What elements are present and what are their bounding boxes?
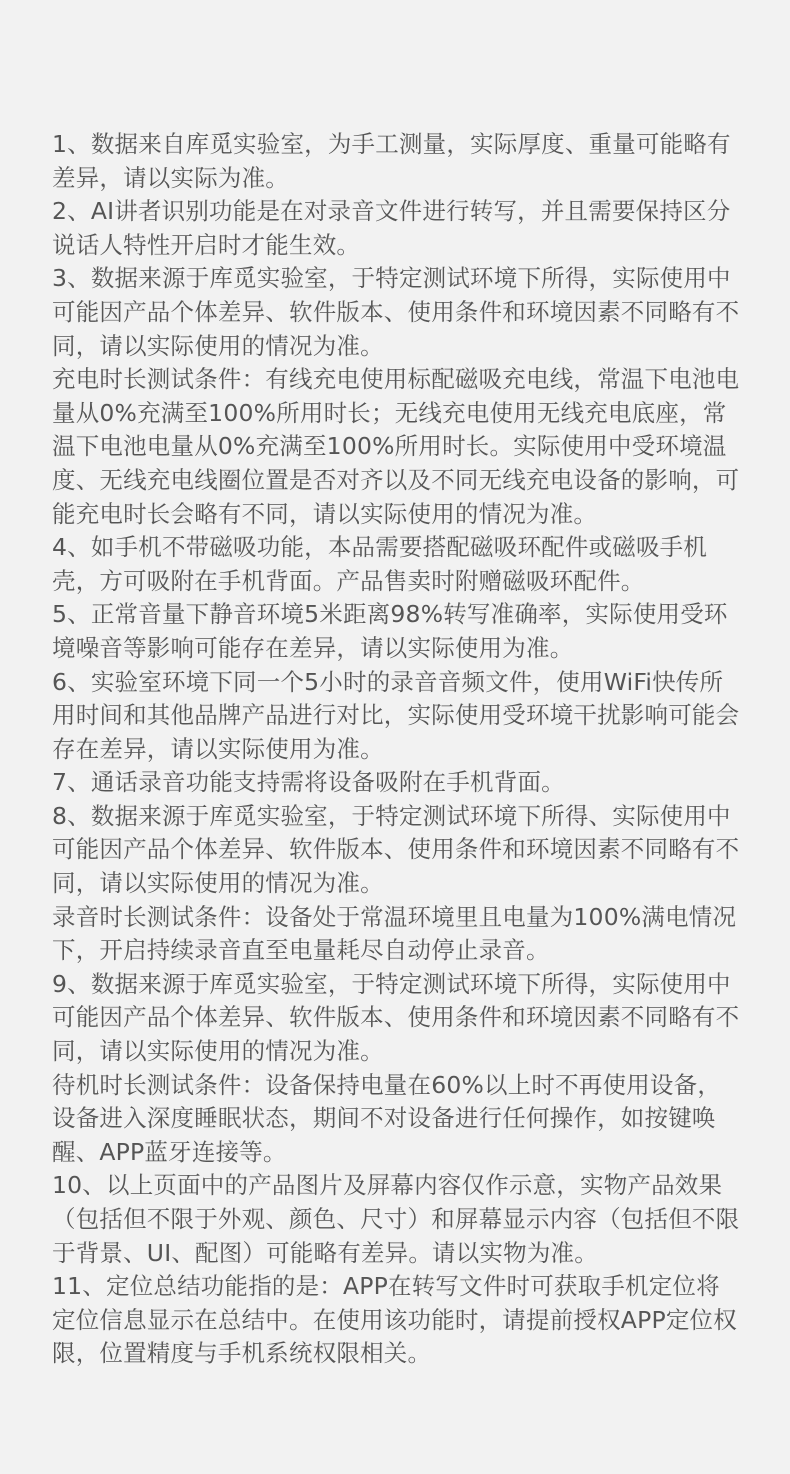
note-7: 7、通话录音功能支持需将设备吸附在手机背面。 [52, 768, 565, 797]
note-10: 10、以上页面中的产品图片及屏幕内容仅作示意，实物产品效果（包括但不限于外观、颜色、尺寸）和屏幕显示内容（包括但不限于背景、UI、配图）可能略有差异。请以实物为准。 [52, 1171, 740, 1267]
note-3: 3、数据来源于库觅实验室，于特定测试环境下所得，实际使用中可能因产品个体差异、软件版本、使用条件和环境因素不同略有不同，请以实际使用的情况为准。 [52, 264, 740, 360]
note-2: 2、AI讲者识别功能是在对录音文件进行转写，并且需要保持区分说话人特性开启时才能生效。 [52, 197, 731, 259]
note-1: 1、数据来自库觅实验室，为手工测量，实际厚度、重量可能略有差异，请以实际为准。 [52, 130, 731, 192]
note-charging-test-conditions: 充电时长测试条件：有线充电使用标配磁吸充电线，常温下电池电量从0%充满至100%所用时长；无线充电使用无线充电底座，常温下电池电量从0%充满至100%所用时长。实际使用中受环境温度、无线充电线圈位置是否对齐以及不同无线充电设备的影响，可能充电时长会略有不同，请以实际使用的情况为准。 [52, 365, 740, 528]
note-8: 8、数据来源于库觅实验室，于特定测试环境下所得、实际使用中可能因产品个体差异、软件版本、使用条件和环境因素不同略有不同，请以实际使用的情况为准。 [52, 801, 740, 898]
note-4: 4、如手机不带磁吸功能，本品需要搭配磁吸环配件或磁吸手机壳，方可吸附在手机背面。产品售卖时附赠磁吸环配件。 [52, 533, 708, 595]
note-6: 6、实验室环境下同一个5小时的录音音频文件，使用WiFi快传所用时间和其他品牌产品进行对比，实际使用受环境干扰影响可能会存在差异，请以实际使用为准。 [52, 667, 740, 763]
note-standby-test-conditions: 待机时长测试条件：设备保持电量在60%以上时不再使用设备，设备进入深度睡眠状态，期间不对设备进行任何操作，如按键唤醒、APP蓝牙连接等。 [52, 1070, 722, 1166]
note-5: 5、正常音量下静音环境5米距离98%转写准确率，实际使用受环境噪音等影响可能存在差异，请以实际使用为准。 [52, 600, 728, 662]
note-11: 11、定位总结功能指的是：APP在转写文件时可获取手机定位将定位信息显示在总结中。在使用该功能时，请提前授权APP定位权限，位置精度与手机系统权限相关。 [52, 1272, 737, 1368]
note-recording-test-conditions: 录音时长测试条件：设备处于常温环境里且电量为100%满电情况下，开启持续录音直至电量耗尽自动停止录音。 [52, 902, 737, 965]
disclaimer-list [52, 128, 740, 1371]
note-9: 9、数据来源于库觅实验室，于特定测试环境下所得，实际使用中可能因产品个体差异、软件版本、使用条件和环境因素不同略有不同，请以实际使用的情况为准。 [52, 969, 740, 1066]
